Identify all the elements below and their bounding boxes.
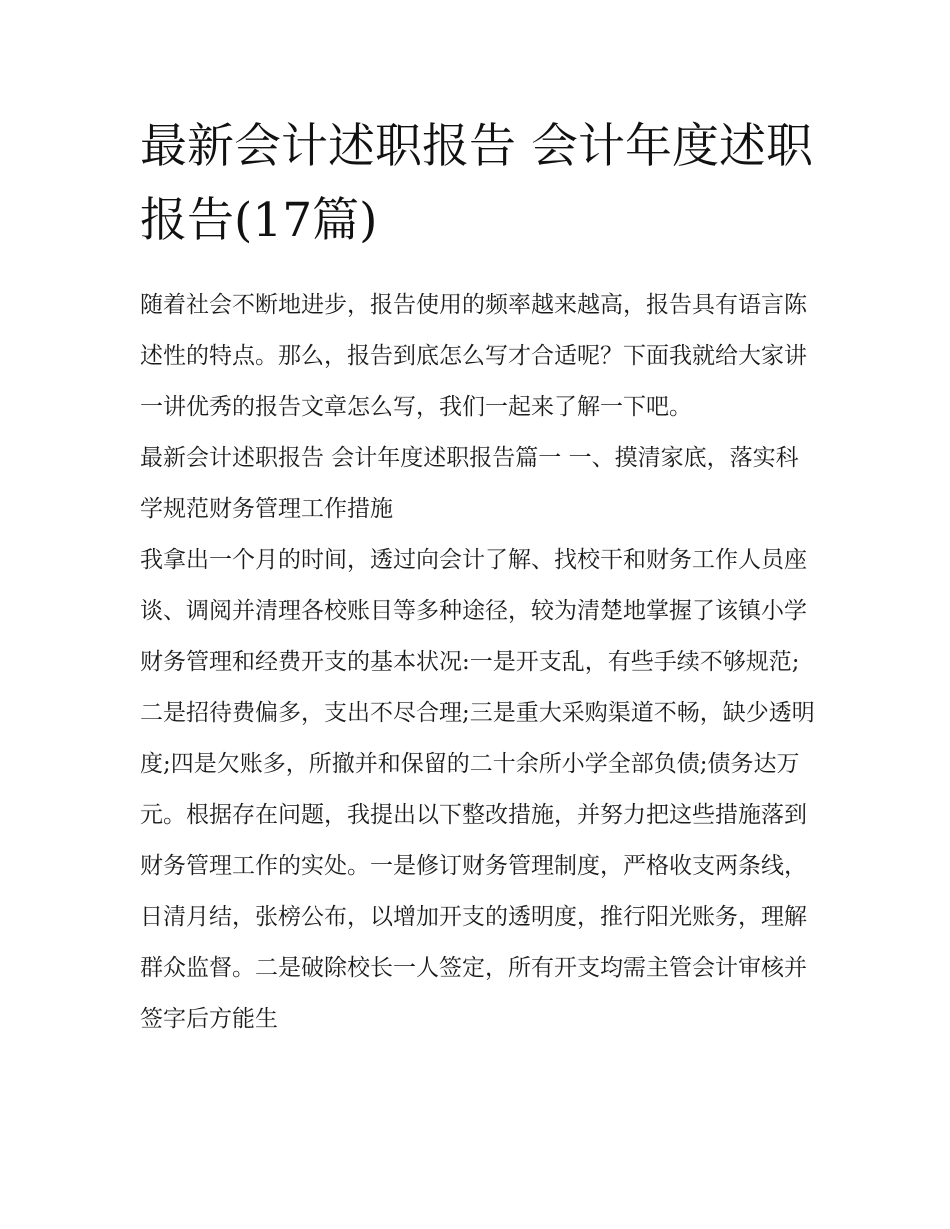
- section-heading-paragraph: 最新会计述职报告 会计年度述职报告篇一 一、摸清家底，落实科学规范财务管理工作措施: [140, 445, 799, 522]
- document-title: 最新会计述职报告 会计年度述职报告(17篇): [140, 119, 813, 248]
- document-body: [140, 280, 820, 1045]
- intro-paragraph: 随着社会不断地进步，报告使用的频率越来越高，报告具有语言陈述性的特点。那么，报告到底怎么写才合适呢？下面我就给大家讲一讲优秀的报告文章怎么写，我们一起来了解一下吧。: [140, 292, 807, 420]
- body-paragraph: 我拿出一个月的时间，透过向会计了解、找校干和财务工作人员座谈、调阅并清理各校账目等多种途径，较为清楚地掌握了该镇小学财务管理和经费开支的基本状况:一是开支乱，有些手续不够规范;二是招待费偏多，支出不尽合理;三是重大采购渠道不畅，缺少透明度;四是欠账多，所撤并和保留的二十余所小学全部负债;债务达万元。根据存在问题，我提出以下整改措施，并努力把这些措施落到财务管理工作的实处。一是修订财务管理制度，严格收支两条线，日清月结，张榜公布，以增加开支的透明度，推行阳光账务，理解群众监督。二是破除校长一人签定，所有开支均需主管会计审核并签字后方能生: [140, 547, 815, 1032]
